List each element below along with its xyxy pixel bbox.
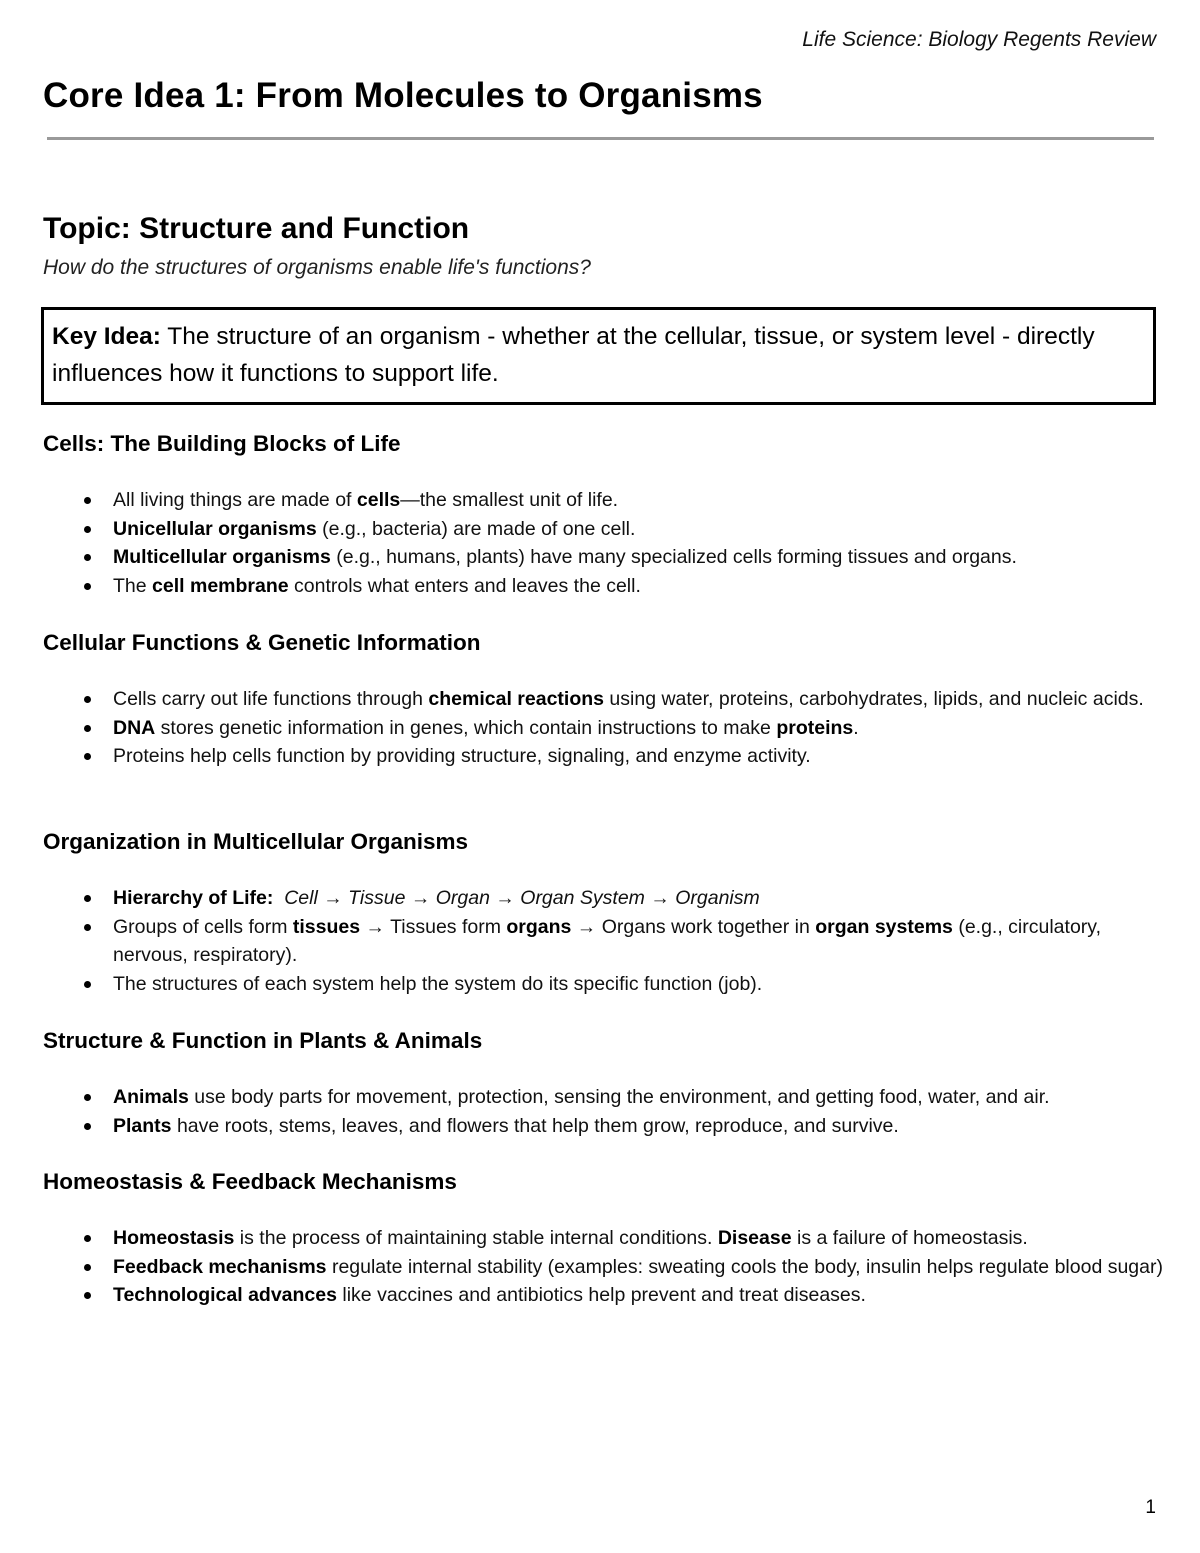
- item-text: (e.g., humans, plants) have many specialized cells forming tissues and organs.: [330, 546, 1017, 569]
- page-number: 1: [1145, 1497, 1156, 1518]
- list-item: [43, 970, 1163, 999]
- item-text: The: [113, 574, 153, 597]
- item-bold-term: chemical reactions: [428, 688, 604, 710]
- item-text: The structures of each system help the system do its specific function (job).: [113, 972, 763, 995]
- bullet-icon: [84, 1123, 91, 1130]
- item-bold-term: Plants: [113, 1114, 172, 1137]
- item-bold-term: Animals: [113, 1086, 189, 1108]
- list-item: [43, 515, 1163, 544]
- section-heading: Structure & Function in Plants & Animals: [43, 1028, 483, 1053]
- title-divider: [47, 137, 1154, 140]
- item-text: is the process of maintaining stable internal conditions.: [234, 1227, 718, 1249]
- list-item: [43, 486, 1163, 515]
- section-heading: Cellular Functions & Genetic Information: [43, 630, 481, 655]
- item-bold-term: Feedback mechanisms: [113, 1255, 327, 1278]
- item-bold-term: Homeostasis: [113, 1227, 235, 1249]
- section-plants-animals: [43, 1027, 1163, 1140]
- item-text: using water, proteins, carbohydrates, lipids, and nucleic acids.: [604, 688, 1144, 710]
- bullet-icon: [84, 924, 91, 931]
- item-text: All living things are made of: [113, 489, 357, 511]
- list-item: [43, 1224, 1163, 1253]
- bullet-icon: [84, 1292, 91, 1299]
- key-idea-box: [41, 307, 1156, 405]
- item-bold-term: Unicellular organisms: [113, 517, 317, 540]
- item-text: have roots, stems, leaves, and flowers that help them grow, reproduce, and survive.: [171, 1114, 899, 1137]
- bullet-list: [43, 884, 1163, 998]
- topic-heading: Topic: Structure and Function: [43, 212, 470, 245]
- list-item: [43, 884, 1163, 913]
- section-cellular-functions: [43, 629, 1163, 771]
- item-bold-term: tissues: [292, 915, 361, 938]
- bullet-icon: [84, 725, 91, 732]
- list-item: [43, 714, 1163, 743]
- key-idea-text: The structure of an organism - whether at the cellular, tissue, or system level - directly influences how it functions to support life.: [52, 323, 1095, 387]
- item-text: use body parts for movement, protection, sensing the environment, and getting food, water, and air.: [188, 1086, 1050, 1108]
- section-heading: Organization in Multicellular Organisms: [43, 829, 469, 854]
- item-text: .: [853, 716, 859, 739]
- item-text: (e.g., bacteria) are made of one cell.: [316, 517, 636, 540]
- bullet-list: [43, 1224, 1163, 1310]
- bullet-icon: [84, 981, 91, 988]
- bullet-icon: [84, 753, 91, 760]
- item-text: regulate internal stability (examples: sweating cools the body, insulin helps regulate blood sugar): [326, 1255, 1163, 1278]
- item-bold-term: organ systems: [815, 915, 953, 938]
- item-text: Cells carry out life functions through: [113, 688, 429, 710]
- section-organization: [43, 828, 1163, 998]
- item-bold-term: Technological advances: [113, 1284, 337, 1307]
- list-item: [43, 913, 1163, 970]
- item-bold-term: organs: [506, 915, 572, 938]
- bullet-icon: [84, 696, 91, 703]
- item-bold-term: cell membrane: [152, 574, 289, 597]
- item-text: (e.g., circulatory, nervous, respiratory).: [113, 915, 1102, 967]
- item-text: controls what enters and leaves the cell.: [288, 574, 641, 597]
- item-bold-term: Hierarchy of Life:: [113, 887, 274, 909]
- running-header: Life Science: Biology Regents Review: [802, 28, 1156, 51]
- item-text: stores genetic information in genes, which contain instructions to make: [155, 716, 777, 739]
- item-bold-term: Disease: [717, 1227, 792, 1249]
- bullet-icon: [84, 1264, 91, 1271]
- item-bold-term: proteins: [776, 716, 854, 739]
- list-item: [43, 685, 1163, 714]
- bullet-icon: [84, 583, 91, 590]
- section-cells: [43, 430, 1163, 600]
- list-item: [43, 543, 1163, 572]
- bullet-list: [43, 1083, 1163, 1140]
- list-item: [43, 1083, 1163, 1112]
- page-title: Core Idea 1: From Molecules to Organisms: [43, 76, 763, 115]
- item-text: Proteins help cells function by providing structure, signaling, and enzyme activity.: [113, 745, 811, 768]
- key-idea-label: Key Idea:: [52, 323, 161, 350]
- section-heading: Homeostasis & Feedback Mechanisms: [43, 1169, 457, 1194]
- hierarchy-chain: Cell → Tissue → Organ → Organ System → Organism: [284, 887, 760, 909]
- list-item: [43, 1281, 1163, 1310]
- bullet-icon: [84, 1235, 91, 1242]
- bullet-list: [43, 486, 1163, 600]
- item-text: like vaccines and antibiotics help prevent and treat diseases.: [336, 1284, 866, 1307]
- bullet-icon: [84, 1094, 91, 1101]
- list-item: [43, 742, 1163, 771]
- bullet-icon: [84, 526, 91, 533]
- item-bold-term: DNA: [113, 716, 156, 739]
- list-item: [43, 572, 1163, 601]
- bullet-list: [43, 685, 1163, 771]
- item-text: → Tissues form: [360, 915, 507, 938]
- item-text: is a failure of homeostasis.: [791, 1227, 1028, 1249]
- item-bold-term: cells: [356, 489, 401, 511]
- bullet-icon: [84, 554, 91, 561]
- bullet-icon: [84, 497, 91, 504]
- section-homeostasis: [43, 1168, 1163, 1310]
- section-heading: Cells: The Building Blocks of Life: [43, 431, 401, 456]
- bullet-icon: [84, 895, 91, 902]
- topic-question: How do the structures of organisms enable life's functions?: [43, 256, 591, 279]
- item-text: → Organs work together in: [571, 915, 816, 938]
- list-item: [43, 1253, 1163, 1282]
- item-text: —the smallest unit of life.: [400, 489, 619, 511]
- list-item: [43, 1112, 1163, 1141]
- item-bold-term: Multicellular organisms: [113, 546, 331, 569]
- item-text: Groups of cells form: [113, 915, 293, 938]
